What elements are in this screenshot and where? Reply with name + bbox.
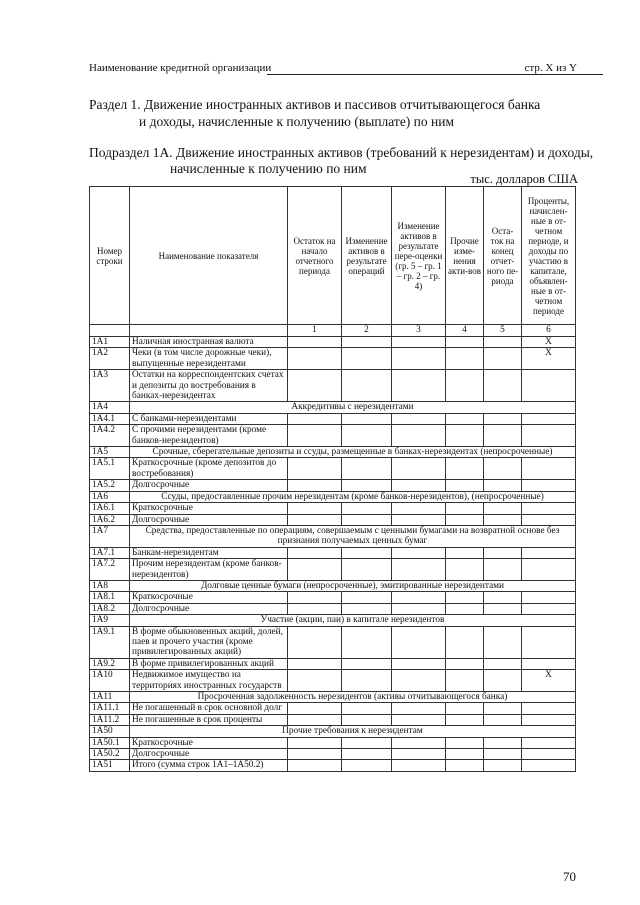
value-cell: [392, 458, 446, 480]
table-row: [90, 737, 576, 748]
row-code: 1A1: [90, 337, 130, 348]
group-heading: Долговые ценные бумаги (непросроченные), эмитированные нерезидентами: [130, 580, 576, 591]
table-row: [90, 658, 576, 669]
indicator-name: Остатки на корреспондентских счетах и депозиты до востребования в банках-нерезидентах: [130, 370, 288, 402]
table-row: [90, 447, 576, 458]
value-cell: [288, 337, 342, 348]
row-code: 1A4: [90, 402, 130, 413]
col-number: 5: [484, 325, 522, 337]
indicator-name: Краткосрочные: [130, 592, 288, 603]
col6-cell: [522, 592, 576, 603]
value-cell: [484, 714, 522, 725]
col-number: 2: [342, 325, 392, 337]
table-row: [90, 547, 576, 558]
value-cell: [342, 370, 392, 402]
value-cell: [446, 337, 484, 348]
table-row: [90, 337, 576, 348]
indicator-name: Прочим нерезидентам (кроме банков-нерезидентов): [130, 559, 288, 581]
asset-movement-table: [89, 186, 576, 772]
value-cell: [392, 337, 446, 348]
subsection-title-line1: Подраздел 1А. Движение иностранных активов (требований к нерезидентам) и доходы,: [89, 145, 594, 160]
col-number: 6: [522, 325, 576, 337]
group-heading: Ссуды, предоставленные прочим нерезидентам (кроме банков-нерезидентов), (непросроченные): [130, 491, 576, 502]
indicator-name: Наличная иностранная валюта: [130, 337, 288, 348]
col6-cell: [522, 714, 576, 725]
value-cell: [484, 337, 522, 348]
value-cell: [288, 458, 342, 480]
table-row: [90, 491, 576, 502]
value-cell: [288, 503, 342, 514]
value-cell: [446, 749, 484, 760]
table-row: [90, 615, 576, 626]
col6-cell: [522, 760, 576, 771]
value-cell: [392, 714, 446, 725]
table-row: [90, 714, 576, 725]
value-cell: [446, 458, 484, 480]
indicator-name: Краткосрочные: [130, 737, 288, 748]
value-cell: [392, 603, 446, 614]
row-code: 1A9.1: [90, 626, 130, 658]
value-cell: [392, 425, 446, 447]
value-cell: [342, 425, 392, 447]
value-cell: [342, 514, 392, 525]
units-label: тыс. долларов США: [470, 172, 578, 186]
table-row: [90, 592, 576, 603]
col6-cell: X: [522, 670, 576, 692]
indicator-name: Итого (сумма строк 1A1–1A50.2): [130, 760, 288, 771]
row-code: 1A50.2: [90, 749, 130, 760]
value-cell: [446, 626, 484, 658]
value-cell: [288, 703, 342, 714]
col6-cell: X: [522, 348, 576, 370]
table-row: [90, 370, 576, 402]
row-code: 1A9: [90, 615, 130, 626]
value-cell: [342, 670, 392, 692]
value-cell: [484, 480, 522, 491]
row-code: 1A4.1: [90, 413, 130, 424]
value-cell: [484, 703, 522, 714]
value-cell: [446, 547, 484, 558]
row-code: 1A50.1: [90, 737, 130, 748]
value-cell: [446, 603, 484, 614]
value-cell: [446, 670, 484, 692]
value-cell: [288, 348, 342, 370]
value-cell: [288, 559, 342, 581]
col6-cell: [522, 626, 576, 658]
table-row: [90, 458, 576, 480]
value-cell: [288, 413, 342, 424]
table-row: [90, 603, 576, 614]
indicator-name: Долгосрочные: [130, 749, 288, 760]
table-row: [90, 559, 576, 581]
value-cell: [342, 737, 392, 748]
value-cell: [484, 658, 522, 669]
value-cell: [392, 626, 446, 658]
group-heading: Средства, предоставленные по операциям, совершаемым с ценными бумагами на возвратной основе без признания получаемых ценных бумаг: [130, 525, 576, 547]
group-heading: Срочные, сберегательные депозиты и ссуды, размещенные в банках-нерезидентах (непросроченные): [130, 447, 576, 458]
value-cell: [484, 559, 522, 581]
value-cell: [446, 480, 484, 491]
value-cell: [484, 547, 522, 558]
indicator-name: С прочими нерезидентами (кроме банков-нерезидентов): [130, 425, 288, 447]
value-cell: [288, 425, 342, 447]
value-cell: [288, 603, 342, 614]
indicator-name: С банками-нерезидентами: [130, 413, 288, 424]
value-cell: [392, 658, 446, 669]
table-row: [90, 514, 576, 525]
value-cell: [446, 592, 484, 603]
value-cell: [392, 480, 446, 491]
row-code: 1A8: [90, 580, 130, 591]
table-row: [90, 348, 576, 370]
indicator-name: Банкам-нерезидентам: [130, 547, 288, 558]
row-code: 1A9.2: [90, 658, 130, 669]
value-cell: [288, 626, 342, 658]
value-cell: [342, 547, 392, 558]
value-cell: [342, 559, 392, 581]
value-cell: [446, 559, 484, 581]
row-code: 1A3: [90, 370, 130, 402]
value-cell: [288, 480, 342, 491]
column-number-row: [90, 325, 576, 337]
col6-cell: [522, 425, 576, 447]
value-cell: [288, 547, 342, 558]
table-row: [90, 525, 576, 547]
value-cell: [446, 658, 484, 669]
header-col-5: Оста-ток на конец отчет-ного пе-риода: [484, 187, 522, 325]
value-cell: [342, 760, 392, 771]
value-cell: [288, 737, 342, 748]
row-code: 1A8.1: [90, 592, 130, 603]
row-code: 1A10: [90, 670, 130, 692]
indicator-name: В форме обыкновенных акций, долей, паев и прочего участия (кроме привилегированных акций): [130, 626, 288, 658]
value-cell: [446, 425, 484, 447]
org-name-blank-line: [267, 74, 603, 75]
value-cell: [446, 714, 484, 725]
col6-cell: [522, 737, 576, 748]
col6-cell: [522, 413, 576, 424]
row-code: 1A2: [90, 348, 130, 370]
table-row: [90, 749, 576, 760]
value-cell: [392, 592, 446, 603]
value-cell: [288, 658, 342, 669]
indicator-name: Долгосрочные: [130, 603, 288, 614]
col6-cell: [522, 503, 576, 514]
header-col-4: Прочие изме-нения акти-вов: [446, 187, 484, 325]
value-cell: [342, 413, 392, 424]
table-row: [90, 703, 576, 714]
value-cell: [342, 503, 392, 514]
value-cell: [392, 559, 446, 581]
value-cell: [392, 547, 446, 558]
row-code: 1A11.1: [90, 703, 130, 714]
value-cell: [288, 760, 342, 771]
group-heading: Просроченная задолженность нерезидентов (активы отчитывающегося банка): [130, 692, 576, 703]
indicator-name: Не погашенные в срок проценты: [130, 714, 288, 725]
value-cell: [392, 503, 446, 514]
value-cell: [342, 658, 392, 669]
value-cell: [484, 348, 522, 370]
indicator-name: В форме привилегированных акций: [130, 658, 288, 669]
value-cell: [484, 626, 522, 658]
header-col-1: Остаток на начало отчетного периода: [288, 187, 342, 325]
value-cell: [342, 703, 392, 714]
col-number: 3: [392, 325, 446, 337]
col6-cell: [522, 547, 576, 558]
value-cell: [484, 670, 522, 692]
indicator-name: Краткосрочные: [130, 503, 288, 514]
header-col-6: Проценты, начислен-ные в от-четном периоде, и доходы по участию в капитале, объявлен-ные в от-четном периоде: [522, 187, 576, 325]
row-code: 1A8.2: [90, 603, 130, 614]
header-indicator-name: Наименование показателя: [130, 187, 288, 325]
col6-cell: [522, 370, 576, 402]
value-cell: [392, 670, 446, 692]
value-cell: [288, 670, 342, 692]
row-code: 1A51: [90, 760, 130, 771]
section-title-line1: Раздел 1. Движение иностранных активов и пассивов отчитывающегося банка: [89, 97, 541, 112]
col-number: 1: [288, 325, 342, 337]
value-cell: [484, 760, 522, 771]
col6-cell: X: [522, 337, 576, 348]
table-row: [90, 413, 576, 424]
row-code: 1A4.2: [90, 425, 130, 447]
col6-cell: [522, 703, 576, 714]
indicator-name: Не погашенный в срок основной долг: [130, 703, 288, 714]
value-cell: [484, 514, 522, 525]
value-cell: [484, 603, 522, 614]
row-code: 1A6.1: [90, 503, 130, 514]
subsection-title-line2: начисленные к получению по ним: [170, 161, 367, 176]
table-row: [90, 626, 576, 658]
value-cell: [342, 714, 392, 725]
value-cell: [288, 514, 342, 525]
value-cell: [288, 370, 342, 402]
table-row: [90, 692, 576, 703]
value-cell: [288, 749, 342, 760]
value-cell: [392, 737, 446, 748]
value-cell: [342, 626, 392, 658]
indicator-name: Долгосрочные: [130, 514, 288, 525]
value-cell: [484, 592, 522, 603]
page-header: [89, 62, 577, 78]
table-row: [90, 580, 576, 591]
section-title-line2: и доходы, начисленные к получению (выплате) по ним: [139, 114, 455, 129]
row-code: 1A6.2: [90, 514, 130, 525]
col6-cell: [522, 480, 576, 491]
value-cell: [484, 749, 522, 760]
page-number: 70: [563, 869, 576, 884]
row-code: 1A5.2: [90, 480, 130, 491]
value-cell: [484, 370, 522, 402]
value-cell: [392, 749, 446, 760]
value-cell: [288, 592, 342, 603]
table-row: [90, 402, 576, 413]
col6-cell: [522, 658, 576, 669]
table-header-row: [90, 187, 576, 325]
col6-cell: [522, 559, 576, 581]
value-cell: [392, 703, 446, 714]
value-cell: [342, 592, 392, 603]
row-code: 1A11.2: [90, 714, 130, 725]
group-heading: Аккредитивы с нерезидентами: [130, 402, 576, 413]
table-row: [90, 480, 576, 491]
value-cell: [484, 425, 522, 447]
page-counter: стр. X из Y: [524, 62, 577, 74]
value-cell: [392, 514, 446, 525]
row-code: 1A6: [90, 491, 130, 502]
value-cell: [446, 514, 484, 525]
value-cell: [446, 760, 484, 771]
row-code: 1A7.1: [90, 547, 130, 558]
value-cell: [484, 503, 522, 514]
header-col-2: Изменение активов в результате операций: [342, 187, 392, 325]
value-cell: [484, 737, 522, 748]
value-cell: [392, 348, 446, 370]
value-cell: [392, 370, 446, 402]
row-code: 1A7.2: [90, 559, 130, 581]
value-cell: [342, 348, 392, 370]
value-cell: [446, 413, 484, 424]
table-row: [90, 425, 576, 447]
value-cell: [484, 458, 522, 480]
value-cell: [342, 603, 392, 614]
row-code: 1A7: [90, 525, 130, 547]
value-cell: [392, 413, 446, 424]
value-cell: [288, 714, 342, 725]
indicator-name: Долгосрочные: [130, 480, 288, 491]
value-cell: [446, 348, 484, 370]
value-cell: [392, 760, 446, 771]
col6-cell: [522, 603, 576, 614]
value-cell: [342, 458, 392, 480]
table-row: [90, 503, 576, 514]
row-code: 1A50: [90, 726, 130, 737]
row-code: 1A5.1: [90, 458, 130, 480]
table-row: [90, 670, 576, 692]
indicator-name: Краткосрочные (кроме депозитов до востребования): [130, 458, 288, 480]
indicator-name: Чеки (в том числе дорожные чеки), выпущенные нерезидентами: [130, 348, 288, 370]
value-cell: [446, 737, 484, 748]
value-cell: [342, 749, 392, 760]
value-cell: [446, 370, 484, 402]
value-cell: [484, 413, 522, 424]
group-heading: Участие (акции, паи) в капитале нерезидентов: [130, 615, 576, 626]
header-row-number: Номер строки: [90, 187, 130, 325]
table-row: [90, 760, 576, 771]
row-code: 1A5: [90, 447, 130, 458]
group-heading: Прочие требования к нерезидентам: [130, 726, 576, 737]
org-name-label: Наименование кредитной организации: [89, 62, 272, 74]
value-cell: [446, 703, 484, 714]
value-cell: [342, 480, 392, 491]
table-row: [90, 726, 576, 737]
header-col-3: Изменение активов в результате пере-оценки (гр. 5 – гр. 1 – гр. 2 – гр. 4): [392, 187, 446, 325]
col6-cell: [522, 458, 576, 480]
value-cell: [342, 337, 392, 348]
col6-cell: [522, 514, 576, 525]
value-cell: [446, 503, 484, 514]
row-code: 1A11: [90, 692, 130, 703]
col6-cell: [522, 749, 576, 760]
col-number: 4: [446, 325, 484, 337]
indicator-name: Недвижимое имущество на территориях иностранных государств: [130, 670, 288, 692]
